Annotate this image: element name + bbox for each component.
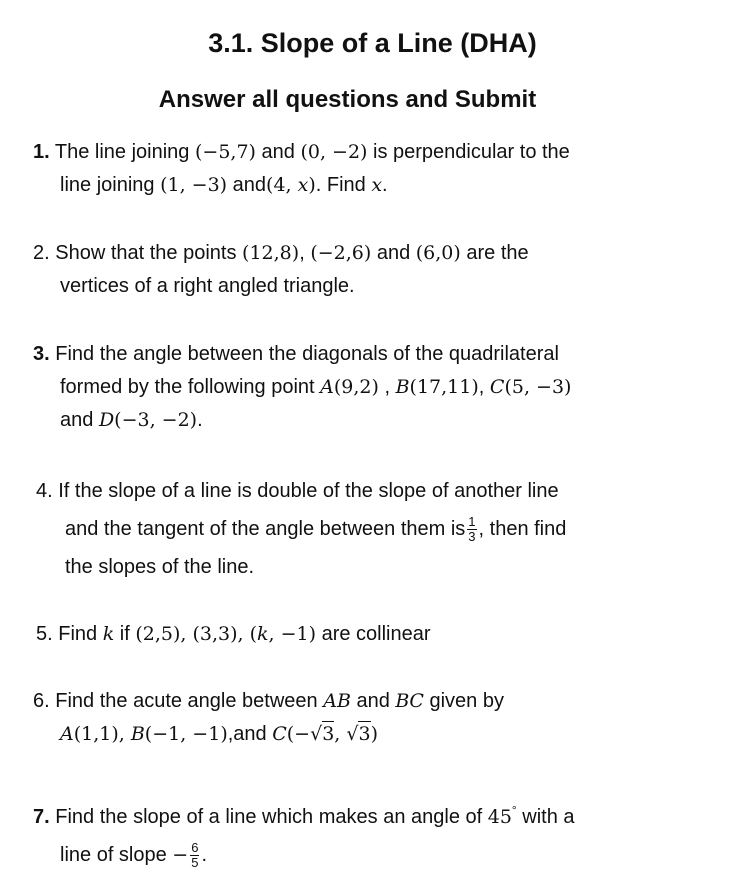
math-point: (−5,7) (194, 141, 256, 163)
question-text: Show that the points (55, 242, 243, 264)
math-angle: 45 (487, 806, 512, 828)
question-text: If the slope of a line is double of the slope of another line (58, 480, 559, 502)
question-text: Find (58, 623, 103, 645)
question-5 (36, 618, 736, 651)
question-6 (33, 685, 733, 751)
radicand: 3 (358, 723, 371, 745)
question-number: 1. (33, 141, 50, 163)
math-point: (−2,6) (310, 242, 372, 264)
fraction-denominator: 3 (468, 529, 476, 545)
question-text: . Find (315, 174, 372, 196)
question-text: . (382, 174, 388, 196)
math-point: 𝐷(−3, −2) (98, 409, 198, 431)
question-text: are the (460, 242, 529, 264)
fraction-six-fifths (190, 841, 199, 870)
minus-sign: − (172, 844, 189, 866)
question-text: , (299, 242, 311, 264)
question-text: Find the angle between the diagonals of the quadrilateral (55, 343, 559, 365)
math-point: (12,8) (242, 242, 300, 264)
question-text: line of slope (60, 844, 173, 866)
question-number: 5. (36, 623, 53, 645)
math-point: 𝐶(5, −3) (489, 376, 572, 398)
math-point: 𝐵(17,11) (395, 376, 479, 398)
math-point: (6,0) (415, 242, 461, 264)
question-number: 2. (33, 242, 50, 264)
math-variable: 𝑘 (102, 623, 115, 645)
question-number: 3. (33, 343, 50, 365)
radicand: 3 (322, 723, 335, 745)
math-point-c (272, 721, 378, 745)
question-3 (33, 338, 733, 437)
question-text: The line joining (54, 141, 195, 163)
question-text: Find the acute angle between (55, 690, 324, 712)
math-text: , √ (334, 723, 359, 745)
math-text: ) (370, 723, 378, 745)
question-text: line joining (60, 174, 161, 196)
question-text: , then find (478, 518, 567, 540)
math-segment: 𝐵𝐶 (395, 690, 424, 712)
question-text: if (114, 623, 136, 645)
question-text: are collinear (316, 623, 431, 645)
question-text: and (255, 141, 301, 163)
question-text: the slopes of the line. (65, 556, 255, 578)
instructions-heading: Answer all questions and Submit (158, 86, 537, 113)
question-text: . (197, 409, 203, 431)
question-text: formed by the following point (60, 376, 321, 398)
math-points: (2,5), (3,3), (𝑘, −1) (135, 623, 317, 645)
math-segment: 𝐴𝐵 (323, 690, 351, 712)
math-points: 𝐴(1,1), 𝐵(−1, −1) (60, 723, 228, 745)
fraction-denominator: 5 (191, 855, 199, 871)
math-point: 𝐴(9,2) (320, 376, 379, 398)
math-point: (1, −3) (160, 174, 228, 196)
question-text: ,and (227, 723, 273, 745)
fraction-numerator: 1 (468, 514, 476, 530)
question-text: with a (516, 806, 575, 828)
question-text: and the tangent of the angle between them is (65, 518, 466, 540)
question-text: and (350, 690, 396, 712)
question-number: 4. (36, 480, 53, 502)
question-4 (36, 472, 736, 586)
question-7 (33, 791, 733, 874)
question-1 (33, 136, 733, 202)
question-text: vertices of a right angled triangle. (60, 275, 355, 297)
question-text: , (478, 376, 490, 398)
fraction-one-third (467, 515, 476, 544)
question-text: . (201, 844, 208, 866)
page-title: 3.1. Slope of a Line (DHA) (208, 28, 537, 58)
question-number: 7. (33, 806, 50, 828)
math-point: (4, 𝑥) (266, 174, 316, 196)
question-text: Find the slope of a line which makes an angle of (55, 806, 488, 828)
question-text: given by (423, 690, 504, 712)
question-text: is perpendicular to the (367, 141, 570, 163)
math-text: 𝐶(−√ (272, 723, 323, 745)
question-text: and (227, 174, 267, 196)
question-2 (33, 237, 733, 303)
fraction-numerator: 6 (191, 840, 199, 856)
question-text: and (60, 409, 99, 431)
question-number: 6. (33, 690, 50, 712)
question-text: , (378, 376, 396, 398)
degree-symbol: ° (511, 803, 517, 817)
question-text: and (371, 242, 416, 264)
math-variable: 𝑥 (371, 174, 383, 196)
math-point: (0, −2) (300, 141, 368, 163)
